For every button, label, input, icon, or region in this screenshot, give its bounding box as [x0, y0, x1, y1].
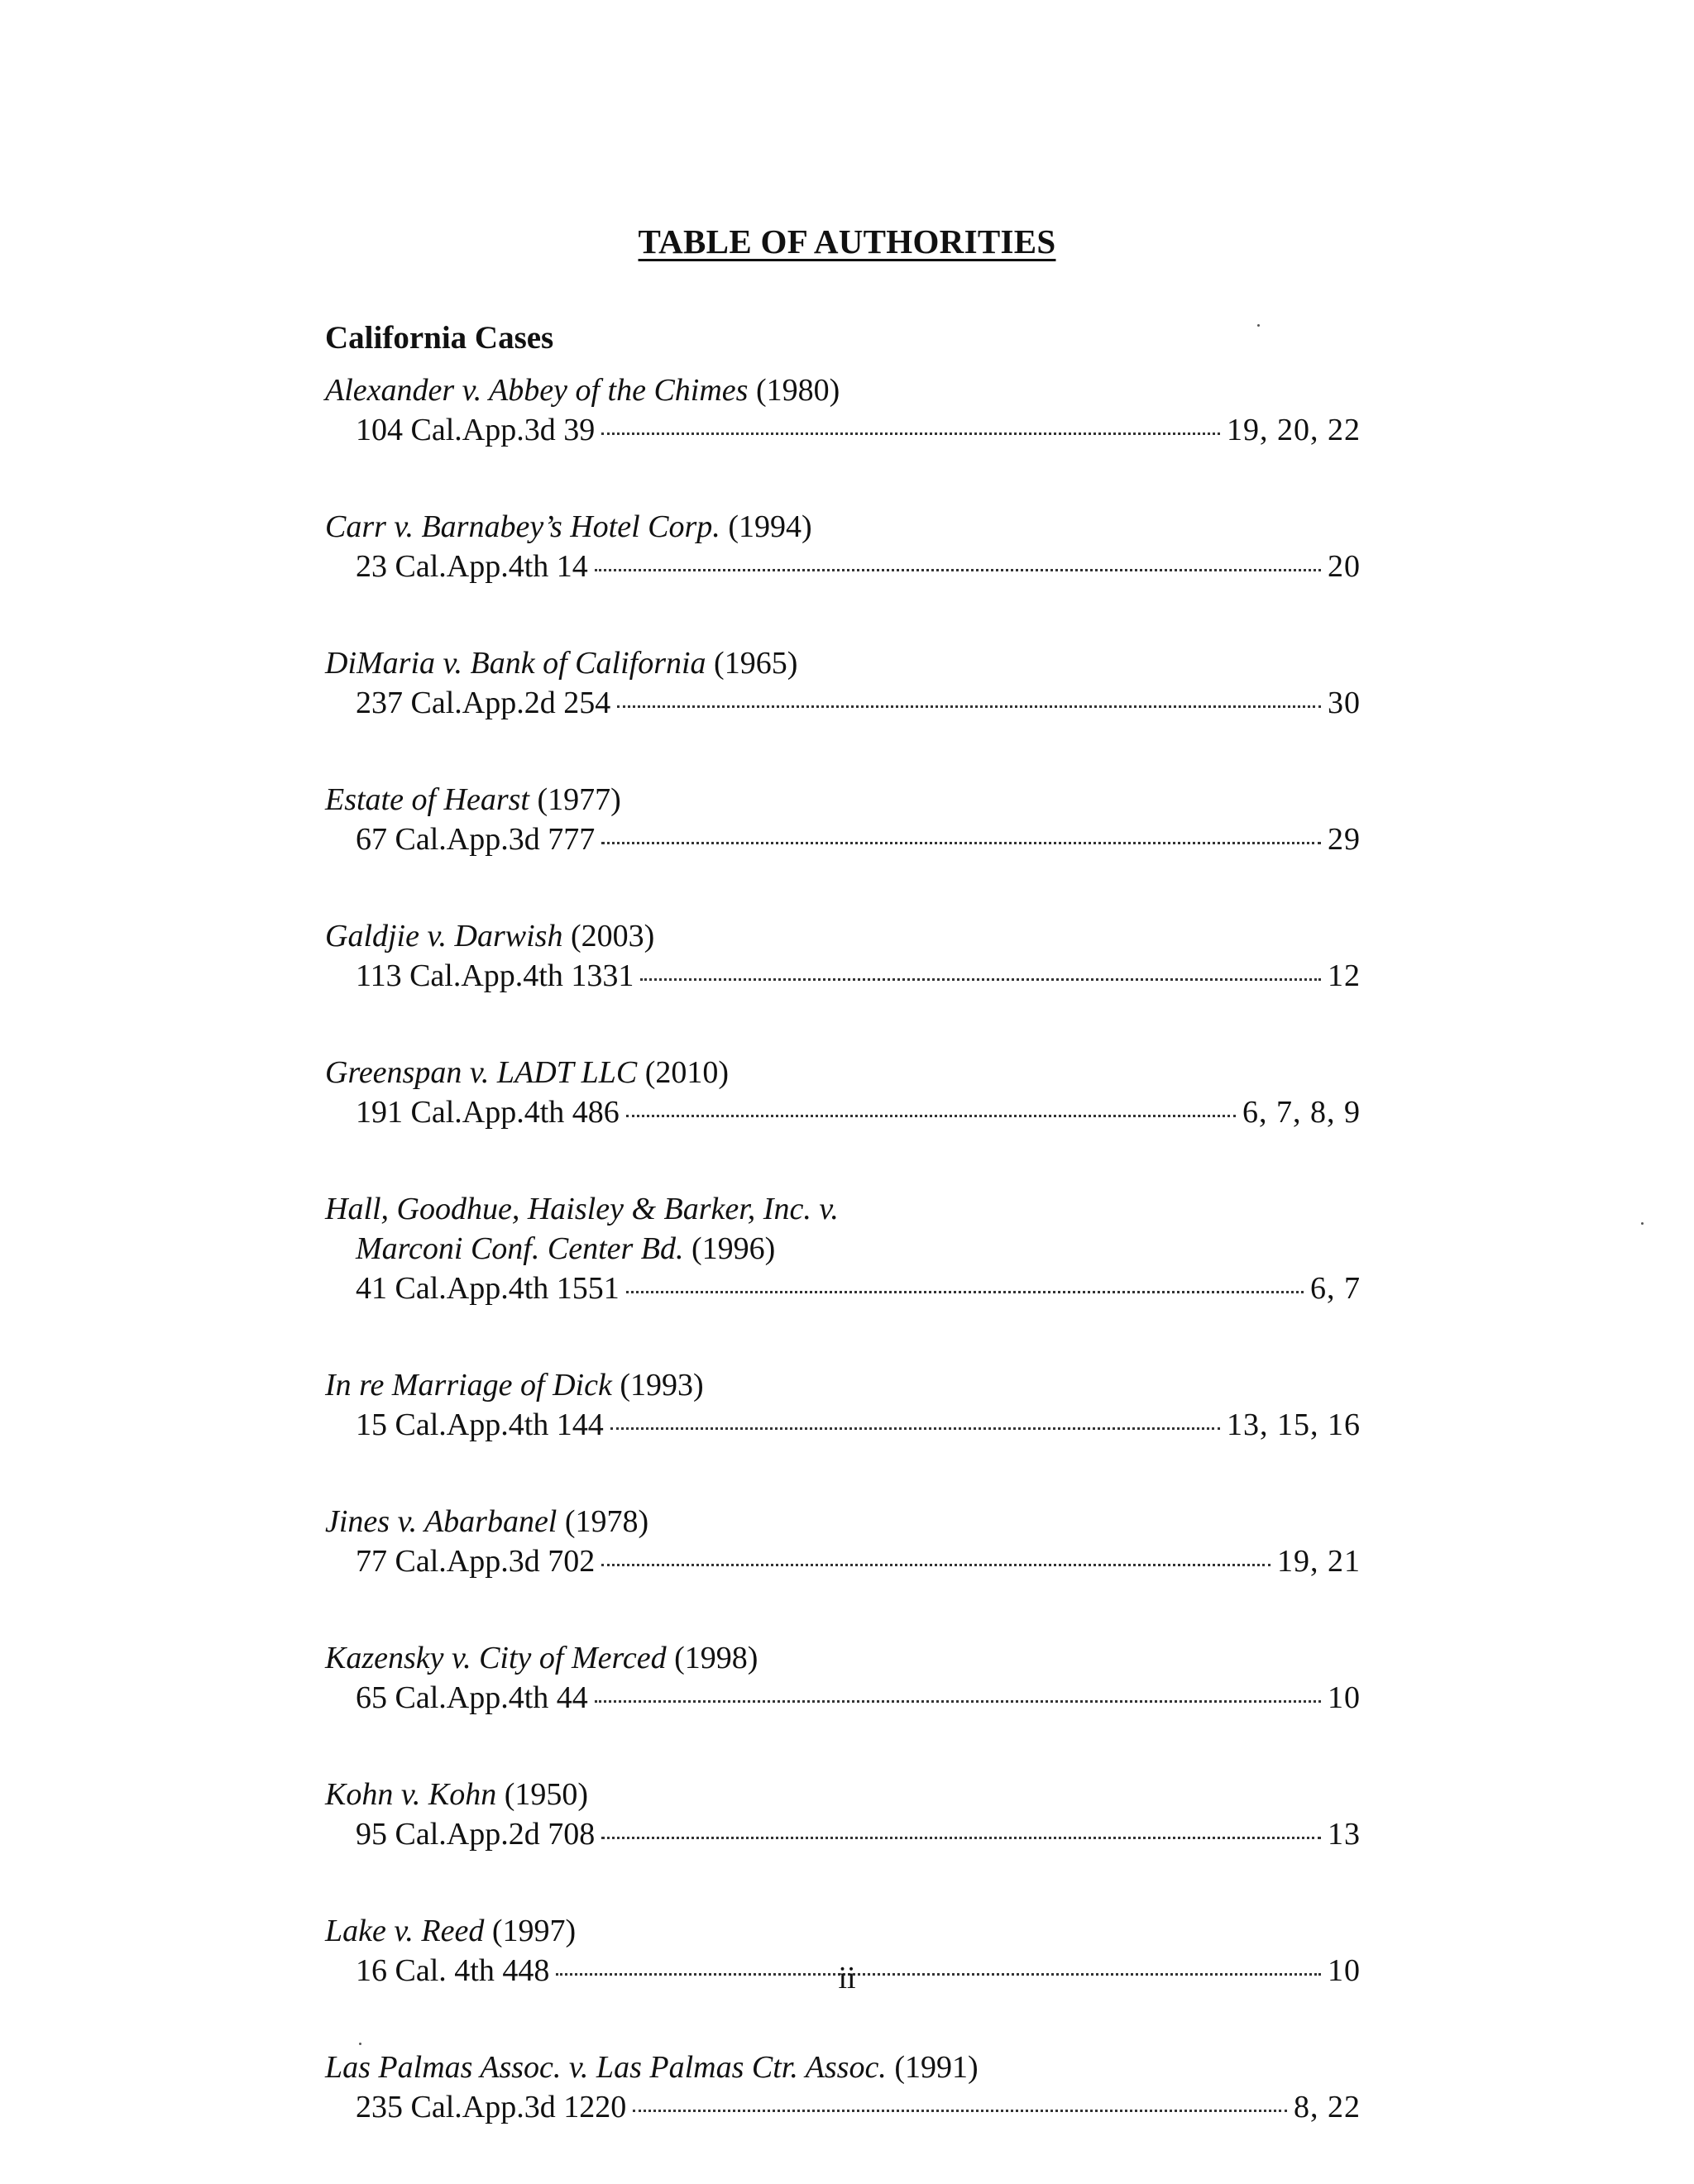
page-references: 6, 7 [1310, 1271, 1361, 1306]
case-name-line [325, 1638, 1361, 1678]
page-references: 10 [1328, 1680, 1361, 1715]
case-year: (1998) [666, 1641, 758, 1675]
page-references: 8, 22 [1294, 2090, 1361, 2124]
section-heading: California Cases [325, 320, 554, 356]
case-name: Kazensky v. City of Merced [325, 1641, 667, 1675]
citation: 77 Cal.App.3d 702 [356, 1544, 596, 1579]
citation-row [325, 1814, 1361, 1854]
case-name-line [325, 1365, 1361, 1405]
dot-leader [640, 978, 1321, 981]
scan-speck [359, 2043, 361, 2045]
authority-entry [325, 780, 1361, 859]
page-references: 6, 7, 8, 9 [1242, 1095, 1361, 1130]
citation: 113 Cal.App.4th 1331 [356, 958, 634, 993]
citation-row [325, 1405, 1361, 1445]
page-references: 10 [1328, 1953, 1361, 1988]
case-name: Estate of Hearst [325, 782, 529, 817]
case-year: (1997) [484, 1914, 577, 1948]
citation: 23 Cal.App.4th 14 [356, 549, 588, 584]
authority-entry [325, 1775, 1361, 1854]
authority-entry [325, 1365, 1361, 1445]
dot-leader [601, 432, 1220, 435]
authority-entry [325, 1638, 1361, 1718]
case-year: (1994) [720, 509, 812, 544]
case-year: (2010) [637, 1055, 730, 1090]
citation: 65 Cal.App.4th 44 [356, 1680, 588, 1715]
citation: 67 Cal.App.3d 777 [356, 822, 596, 857]
dot-leader [601, 842, 1321, 844]
case-name: In re Marriage of Dick [325, 1368, 612, 1403]
citation: 16 Cal. 4th 448 [356, 1953, 550, 1988]
citation: 15 Cal.App.4th 144 [356, 1407, 604, 1442]
authority-entry [325, 1053, 1361, 1132]
case-name: Alexander v. Abbey of the Chimes [325, 373, 749, 408]
page-references: 13 [1328, 1817, 1361, 1852]
case-year: (1991) [886, 2050, 979, 2085]
case-name-line [325, 370, 1361, 410]
page-references: 29 [1328, 822, 1361, 857]
citation: 104 Cal.App.3d 39 [356, 413, 596, 447]
page-references: 12 [1328, 958, 1361, 993]
citation-row [325, 1092, 1361, 1132]
case-name-line [325, 916, 1361, 956]
citation-row [325, 1269, 1361, 1308]
citation: 95 Cal.App.2d 708 [356, 1817, 596, 1852]
authority-entry [325, 370, 1361, 450]
case-name-line [325, 643, 1361, 683]
dot-leader [617, 705, 1321, 708]
dot-leader [601, 1837, 1321, 1839]
case-name-line [325, 1189, 1361, 1229]
dot-leader [633, 2110, 1287, 2112]
page-references: 19, 21 [1277, 1544, 1361, 1579]
scan-speck [1257, 324, 1260, 327]
case-name-line [325, 1911, 1361, 1951]
case-name-line [325, 780, 1361, 820]
authorities-list [325, 370, 1361, 2184]
case-year: (1950) [496, 1777, 589, 1812]
citation: 41 Cal.App.4th 1551 [356, 1271, 620, 1306]
case-name-line [325, 1229, 1361, 1269]
authority-entry [325, 507, 1361, 586]
case-year: (1978) [557, 1504, 649, 1539]
citation-row [325, 547, 1361, 586]
case-name: Jines v. Abarbanel [325, 1504, 557, 1539]
dot-leader [601, 1564, 1270, 1566]
authority-entry [325, 1502, 1361, 1581]
case-name: Lake v. Reed [325, 1914, 485, 1948]
authority-entry [325, 2048, 1361, 2127]
authority-entry [325, 643, 1361, 723]
page-references: 13, 15, 16 [1227, 1407, 1361, 1442]
case-name-line [325, 1502, 1361, 1541]
citation-row [325, 820, 1361, 859]
scan-speck [1641, 1222, 1644, 1225]
authority-entry [325, 916, 1361, 996]
case-name: Las Palmas Assoc. v. Las Palmas Ctr. Assoc. [325, 2050, 887, 2085]
case-name-line [325, 2048, 1361, 2087]
case-name: Galdjie v. Darwish [325, 919, 563, 953]
citation-row [325, 1678, 1361, 1718]
dot-leader [626, 1115, 1236, 1117]
dot-leader [610, 1427, 1220, 1430]
citation: 235 Cal.App.3d 1220 [356, 2090, 627, 2124]
citation-row [325, 410, 1361, 450]
case-name-line [325, 1053, 1361, 1092]
case-name-line [325, 1775, 1361, 1814]
case-year: (1996) [683, 1231, 776, 1266]
citation-row [325, 956, 1361, 996]
case-name-line [325, 507, 1361, 547]
dot-leader [626, 1291, 1304, 1293]
case-name: DiMaria v. Bank of California [325, 646, 706, 681]
dot-leader [595, 569, 1321, 571]
page-references: 20 [1328, 549, 1361, 584]
case-name: Marconi Conf. Center Bd. [356, 1231, 684, 1266]
case-year: (1977) [529, 782, 621, 817]
case-name: Greenspan v. LADT LLC [325, 1055, 638, 1090]
page-title: TABLE OF AUTHORITIES [638, 222, 1056, 260]
case-year: (1993) [611, 1368, 704, 1403]
authority-entry [325, 1189, 1361, 1308]
page-references: 30 [1328, 686, 1361, 720]
case-name: Carr v. Barnabey’s Hotel Corp. [325, 509, 720, 544]
page-number: ii [838, 1961, 856, 1995]
page-references: 19, 20, 22 [1227, 413, 1361, 447]
case-name: Kohn v. Kohn [325, 1777, 497, 1812]
citation: 191 Cal.App.4th 486 [356, 1095, 620, 1130]
citation-row [325, 2087, 1361, 2127]
dot-leader [595, 1700, 1321, 1703]
case-name: Hall, Goodhue, Haisley & Barker, Inc. v. [325, 1192, 839, 1226]
case-year: (2003) [562, 919, 655, 953]
citation-row [325, 683, 1361, 723]
citation-row [325, 1541, 1361, 1581]
citation: 237 Cal.App.2d 254 [356, 686, 611, 720]
case-year: (1980) [748, 373, 840, 408]
case-year: (1965) [706, 646, 798, 681]
